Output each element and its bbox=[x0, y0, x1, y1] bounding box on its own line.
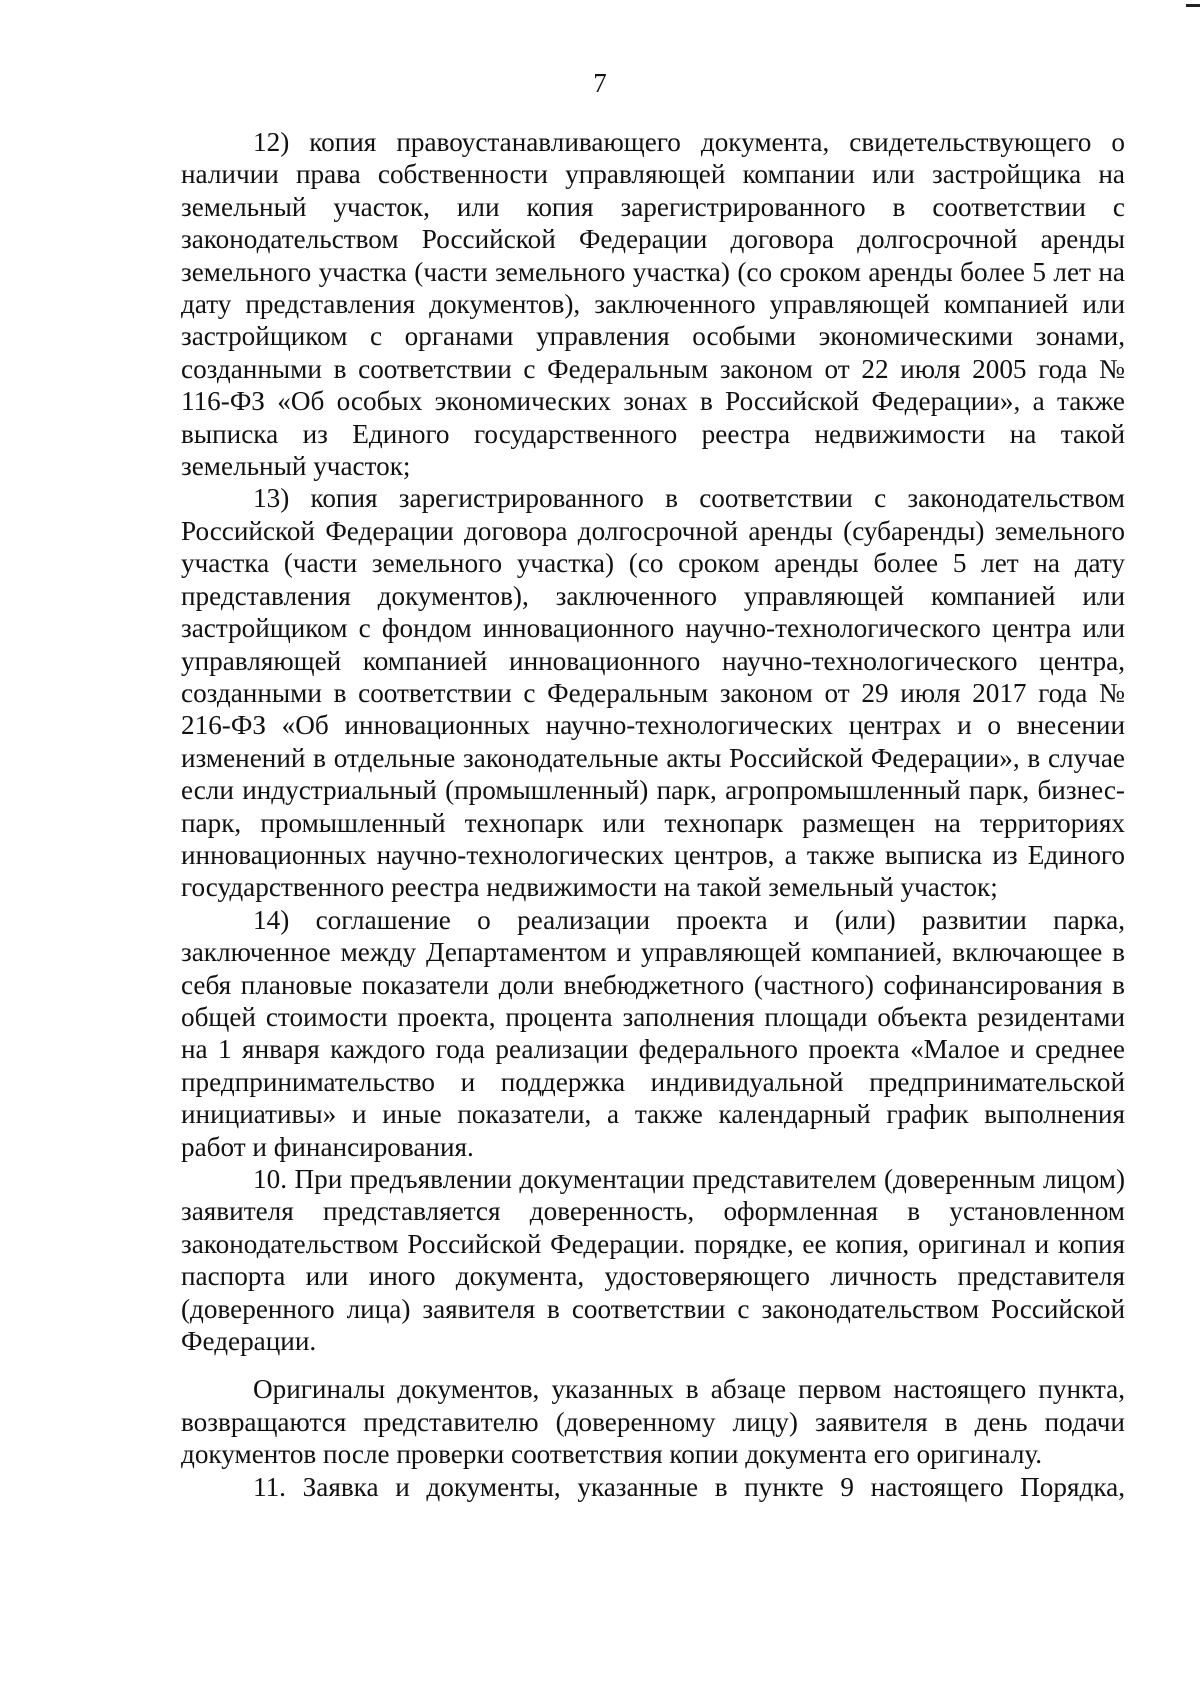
paragraph-item-12: 12) копия правоустанавливающего документа, свидетельствующего о наличии права собственности управляющей компании или застройщика на земельный участок, или копия зарегистрированного в соответствии с законодательством Российской Федерации договора долгосрочной аренды земельного участка (части земельного участка) (со сроком аренды более 5 лет на дату представления документов), заключенного управляющей компанией или застройщиком с органами управления особыми экономическими зонами, созданными в соответствии с Федеральным законом от 22 июля 2005 года № 116-ФЗ «Об особых экономических зонах в Российской Федерации», а также выписка из Единого государственного реестра недвижимости на такой земельный участок; bbox=[181, 127, 1125, 482]
paragraph-originals: Оригиналы документов, указанных в абзаце первом настоящего пункта, возвращаются представителю (доверенному лицу) заявителя в день подачи документов после проверки соответствия копии документа его оригиналу. bbox=[181, 1374, 1125, 1470]
page-number: 7 bbox=[593, 68, 607, 98]
paragraph-item-13: 13) копия зарегистрированного в соответствии с законодательством Российской Федерации договора долгосрочной аренды (субаренды) земельного участка (части земельного участка) (со сроком аренды более 5 лет на дату представления документов), заключенного управляющей компанией или застройщиком с фондом инновационного научно-технологического центра или управляющей компанией инновационного научно-технологического центра, созданными в соответствии с Федеральным законом от 29 июля 2017 года № 216-ФЗ «Об инновационных научно-технологических центрах и о внесении изменений в отдельные законодательные акты Российской Федерации», в случае если индустриальный (промышленный) парк, агропромышленный парк, бизнес-парк, промышленный технопарк или технопарк размещен на территориях инновационных научно-технологических центров, а также выписка из Единого государственного реестра недвижимости на такой земельный участок; bbox=[181, 483, 1125, 903]
paragraph-item-14: 14) соглашение о реализации проекта и (или) развитии парка, заключенное между Департаментом и управляющей компанией, включающее в себя плановые показатели доли внебюджетного (частного) софинансирования в общей стоимости проекта, процента заполнения площади объекта резидентами на 1 января каждого года реализации федерального проекта «Малое и среднее предпринимательство и поддержка индивидуальной предпринимательской инициативы» и иные показатели, а также календарный график выполнения работ и финансирования. bbox=[181, 904, 1125, 1162]
paragraph-clause-11: 11. Заявка и документы, указанные в пункте 9 настоящего Порядка, bbox=[253, 1471, 1125, 1502]
scan-corner-mark bbox=[1186, 4, 1200, 7]
paragraph-clause-10: 10. При предъявлении документации представителем (доверенным лицом) заявителя представляется доверенность, оформленная в установленном законодательством Российской Федерации. порядке, ее копия, оригинал и копия паспорта или иного документа, удостоверяющего личность представителя (доверенного лица) заявителя в соответствии с законодательством Российской Федерации. bbox=[181, 1164, 1125, 1357]
document-body bbox=[181, 126, 1125, 1503]
